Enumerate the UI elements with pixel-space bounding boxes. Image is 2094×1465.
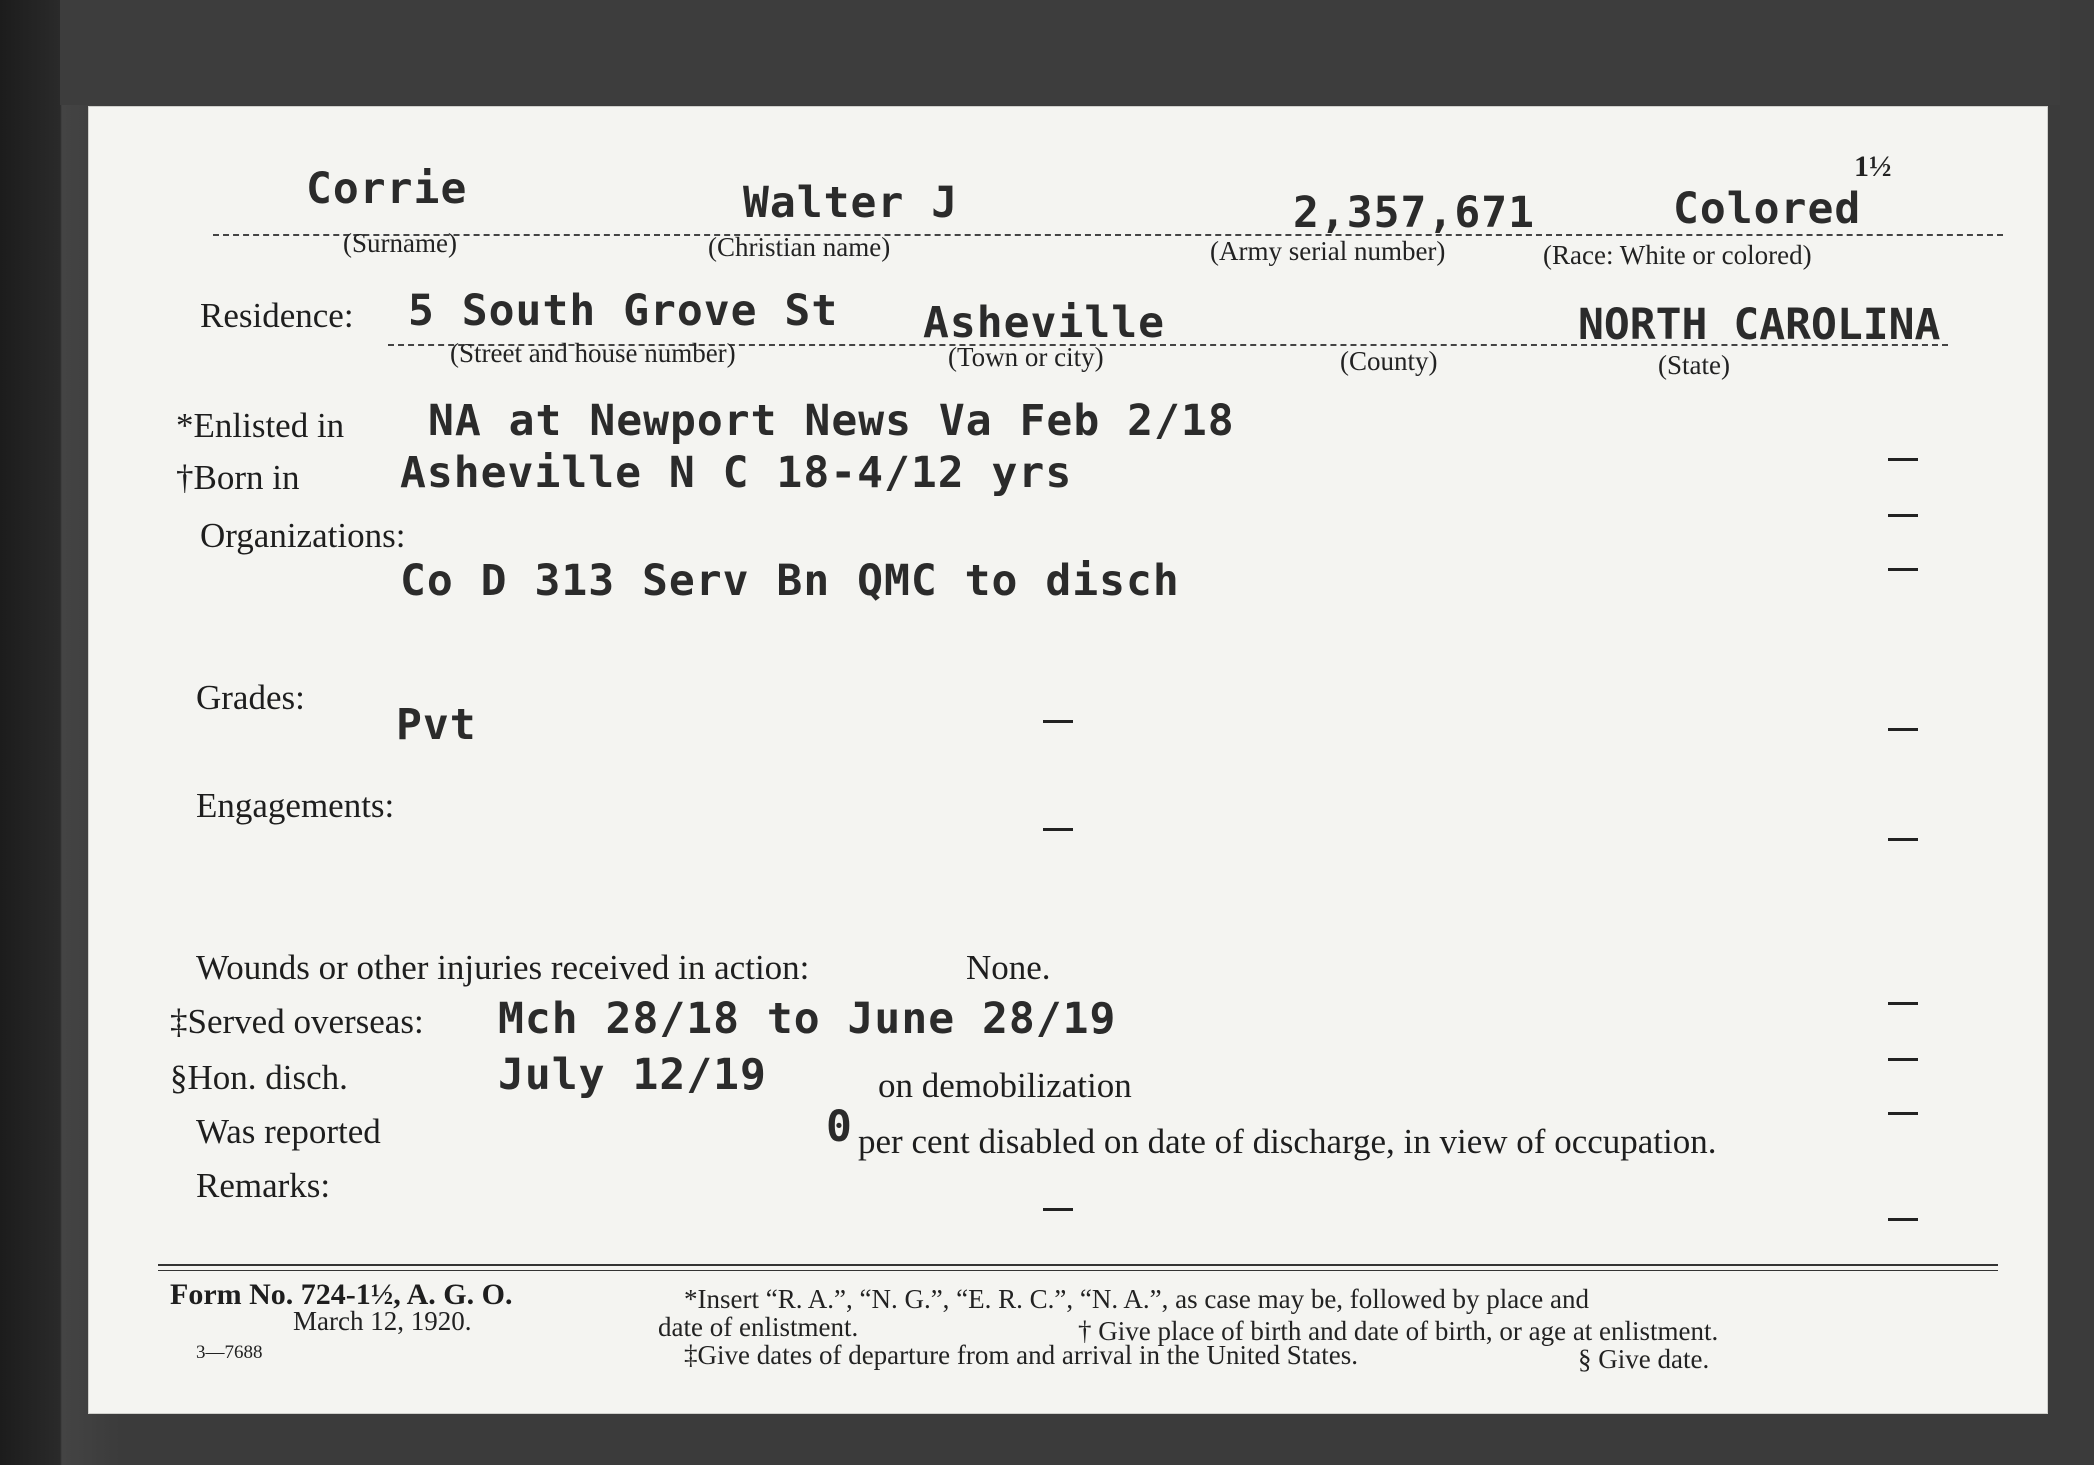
footer-rule-bottom: [158, 1270, 1998, 1271]
engagements-label: Engagements:: [196, 786, 395, 825]
town-caption: (Town or city): [948, 342, 1104, 372]
form-date: March 12, 1920.: [293, 1306, 472, 1336]
footnote-overseas: ‡Give dates of departure from and arrival in the United States.: [684, 1340, 1359, 1370]
service-record-card: [88, 106, 2048, 1414]
footnote-birth: † Give place of birth and date of birth, or age at enlistment.: [1078, 1316, 1719, 1346]
disch-label: §Hon. disch.: [170, 1058, 348, 1097]
disch-value: July 12/19: [498, 1050, 767, 1100]
disch-suffix: on demobilization: [878, 1066, 1132, 1105]
county-caption: (County): [1340, 346, 1438, 376]
race-value: Colored: [1673, 184, 1862, 234]
overseas-label: ‡Served overseas:: [170, 1002, 424, 1041]
corner-mark: 1½: [1854, 150, 1892, 183]
street-value: 5 South Grove St: [408, 286, 839, 336]
town-value: Asheville: [923, 298, 1165, 348]
organizations-tick: [1888, 568, 1918, 571]
footnote-discharge: § Give date.: [1578, 1344, 1710, 1374]
disch-tick: [1888, 1058, 1918, 1061]
born-tick: [1888, 514, 1918, 517]
state-value: NORTH CAROLINA: [1578, 300, 1941, 350]
scan-top-edge: [60, 0, 2060, 105]
born-value: Asheville N C 18-4/12 yrs: [400, 448, 1073, 498]
remarks-label: Remarks:: [196, 1166, 331, 1205]
enlisted-label: *Enlisted in: [176, 406, 345, 445]
remarks-tick: [1888, 1218, 1918, 1221]
surname-caption: (Surname): [343, 228, 457, 258]
reported-tick: [1888, 1112, 1918, 1115]
disabled-percent-value: 0: [826, 1102, 853, 1152]
print-code: 3—7688: [196, 1342, 263, 1363]
state-caption: (State): [1658, 350, 1730, 380]
organizations-value: Co D 313 Serv Bn QMC to disch: [400, 556, 1180, 606]
serial-number-caption: (Army serial number): [1210, 236, 1446, 266]
organizations-label: Organizations:: [200, 516, 406, 555]
serial-number-value: 2,357,671: [1293, 188, 1535, 238]
footnote-enlistment: *Insert “R. A.”, “N. G.”, “E. R. C.”, “N. A.”, as case may be, followed by place and: [684, 1284, 1589, 1314]
born-label: †Born in: [176, 458, 300, 497]
reported-label: Was reported: [196, 1112, 381, 1151]
engagements-tick: [1888, 838, 1918, 841]
name-line: [213, 234, 2003, 236]
grades-value: Pvt: [396, 700, 477, 750]
engagements-mid-tick: [1043, 828, 1073, 831]
grades-tick: [1888, 728, 1918, 731]
grades-label: Grades:: [196, 678, 305, 717]
grades-mid-tick: [1043, 720, 1073, 723]
street-caption: (Street and house number): [450, 338, 736, 368]
surname-value: Corrie: [306, 164, 468, 214]
wounds-value: None.: [966, 948, 1051, 987]
remarks-mid-tick: [1043, 1208, 1073, 1211]
wounds-label: Wounds or other injuries received in action:: [196, 948, 810, 987]
form-number: Form No. 724-1½, A. G. O.: [170, 1278, 513, 1311]
race-caption: (Race: White or colored): [1543, 240, 1812, 270]
christian-name-caption: (Christian name): [708, 232, 891, 262]
footnote-enlistment-cont: date of enlistment.: [658, 1312, 859, 1342]
overseas-value: Mch 28/18 to June 28/19: [498, 994, 1117, 1044]
residence-label: Residence:: [200, 296, 354, 335]
enlisted-value: NA at Newport News Va Feb 2/18: [428, 396, 1235, 446]
footer-rule-top: [158, 1264, 1998, 1266]
christian-name-value: Walter J: [743, 178, 959, 228]
overseas-tick: [1888, 1002, 1918, 1005]
enlisted-tick: [1888, 458, 1918, 461]
disabled-text: per cent disabled on date of discharge, in view of occupation.: [858, 1122, 1717, 1161]
